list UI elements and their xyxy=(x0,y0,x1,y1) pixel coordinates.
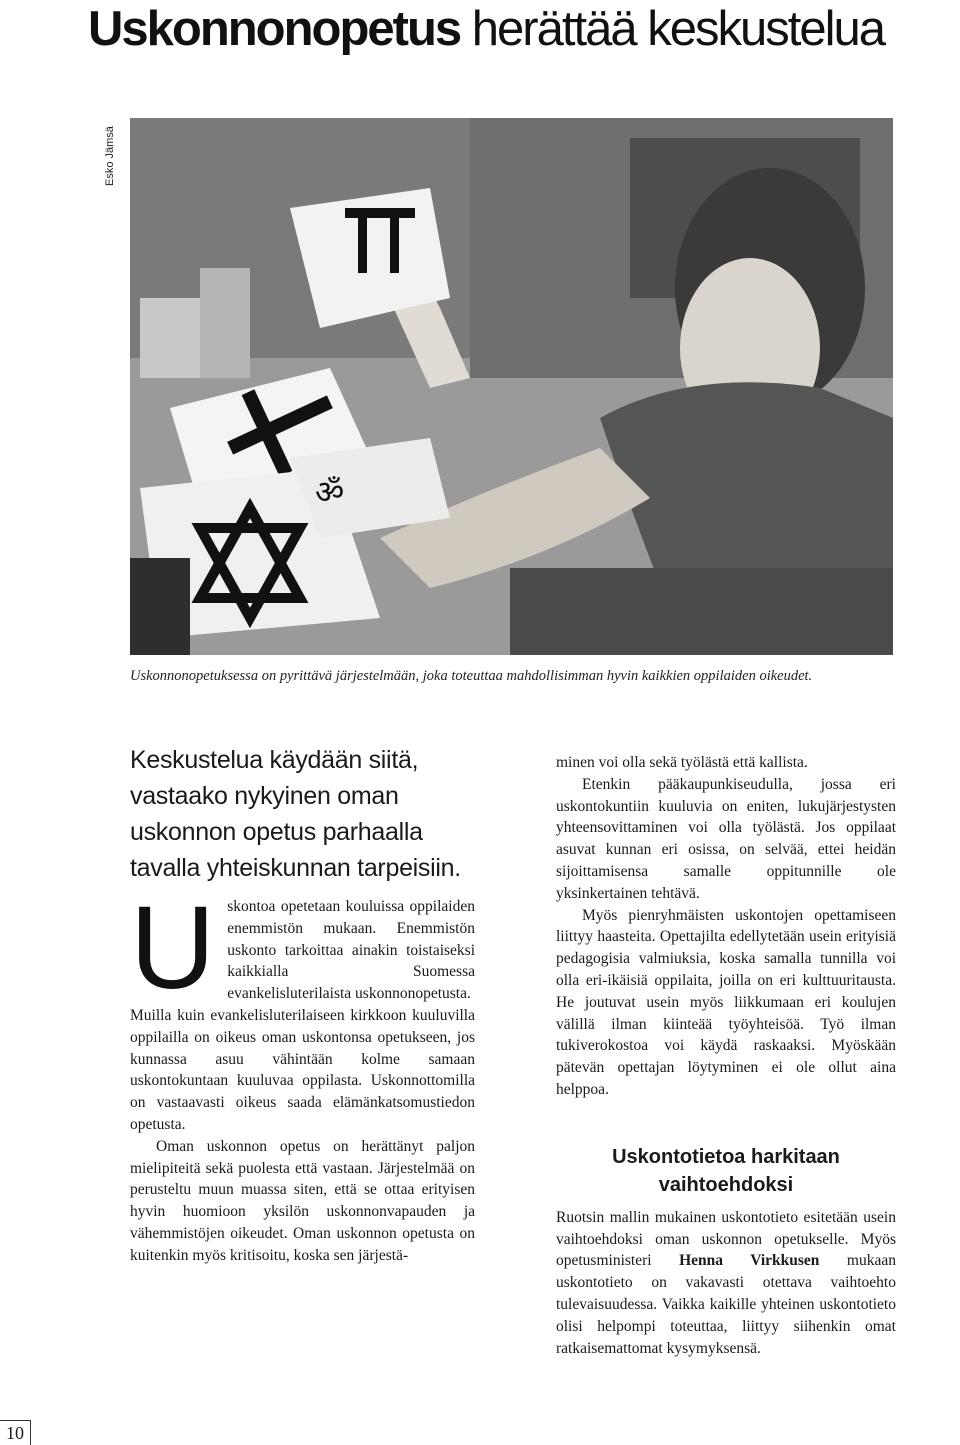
headline-regular: herättää keskustelua xyxy=(471,2,884,56)
paragraph-3: Oman uskonnon opetus on herättänyt paljon mielipiteitä sekä puolesta että vastaan. Järjestelmää on perusteltu muun muassa siten, että se ottaa erityisen hyvin huomioon yksilön uskonnonvapauden ja vähemmistöjen oikeudet. Oman uskonnon opetusta on kuitenkin myös kritisoitu, koska sen järjestä- xyxy=(130,1137,475,1264)
headline-bold: Uskonnonopetus xyxy=(88,2,461,56)
lede: Keskustelua käydään siitä, vastaako nykyinen oman uskonnon opetus parhaalla tavalla yhteiskunnan tarpeisiin. xyxy=(130,746,461,882)
page-number: 10 xyxy=(0,1420,31,1445)
paragraph-7-start: Ruotsin mallin mukainen uskontotieto esitetään usein vaihtoehdoksi oman uskonnon opetukselle. Myös opetusministeri xyxy=(556,1208,896,1270)
drop-cap: U xyxy=(130,882,216,1014)
paragraph-7-end: mukaan uskontotieto on vakavasti otettava vaihtoehto tulevaisuudessa. Vaikka kaikille yhteinen uskontotieto olisi helpompi toteuttaa, liittyy siihenkin omat ratkaisemattomat kysymyksensä. xyxy=(556,1252,896,1357)
headline xyxy=(88,0,948,58)
lead-paragraph-wrap xyxy=(130,882,475,1014)
svg-text:ॐ: ॐ xyxy=(315,473,345,511)
paragraph-1: skontoa opetetaan kouluissa oppilaiden enemmistön mukaan. Enemmistön uskonto tarkoittaa ainakin toistaiseksi kaikkialla Suomessa evankelisluterilaista uskonnonopetusta. xyxy=(227,898,475,1003)
right-column xyxy=(556,752,896,1359)
paragraph-6: Myös pienryhmäisten uskontojen opettamiseen liittyy haasteita. Opettajilta edellytetään usein erityisiä pedagogisia valmiuksia, koska samalla tunnilla voi olla eri-ikäisiä oppilaita, joilla on eri kulttuuritausta. He joutuvat usein myös liikkumaan eri koulujen välillä ilman kiinteää työyhteisöä. Työ ilman tukiverokostoa voi käydä raskaaksi. Myöskään pätevän opettajan löytyminen ei ole ollut aina helppoa. xyxy=(556,906,896,1098)
paragraph-4: minen voi olla sekä työlästä että kallista. xyxy=(556,754,808,771)
photo xyxy=(130,118,893,655)
subheading: Uskontotietoa harkitaan vaihtoehdoksi xyxy=(612,1145,840,1196)
minister-name: Henna Virkkusen xyxy=(679,1252,820,1270)
paragraph-2: Muilla kuin evankelisluterilaiseen kirkkoon kuuluvilla oppilailla on oikeus oman uskontonsa opetukseen, jos kunnassa asuu vähintään kolme samaan uskontokuntaan kuuluvaa oppilasta. Uskonnottomilla on vastaavasti oikeus saada elämänkatsomustiedon opetusta. xyxy=(130,1006,475,1133)
paragraph-7 xyxy=(556,1207,896,1360)
photo-credit: Esko Jämsä xyxy=(104,126,116,186)
left-column xyxy=(130,742,475,1267)
paragraph-5: Etenkin pääkaupunkiseudulla, jossa eri uskontokuntiin kuuluvia on eniten, lukujärjestysten yhteensovittaminen voi olla työlästä. Jos oppilaat asuvat kunnan eri osissa, on selvää, ettei heidän sijoittamisensa samalle oppitunnille ole yksinkertainen tehtävä. xyxy=(556,775,896,902)
photo-caption: Uskonnonopetuksessa on pyrittävä järjestelmään, joka toteuttaa mahdollisimman hyvin kaikkien oppilaiden oikeudet. xyxy=(130,668,813,684)
photo-illustration xyxy=(130,118,893,655)
